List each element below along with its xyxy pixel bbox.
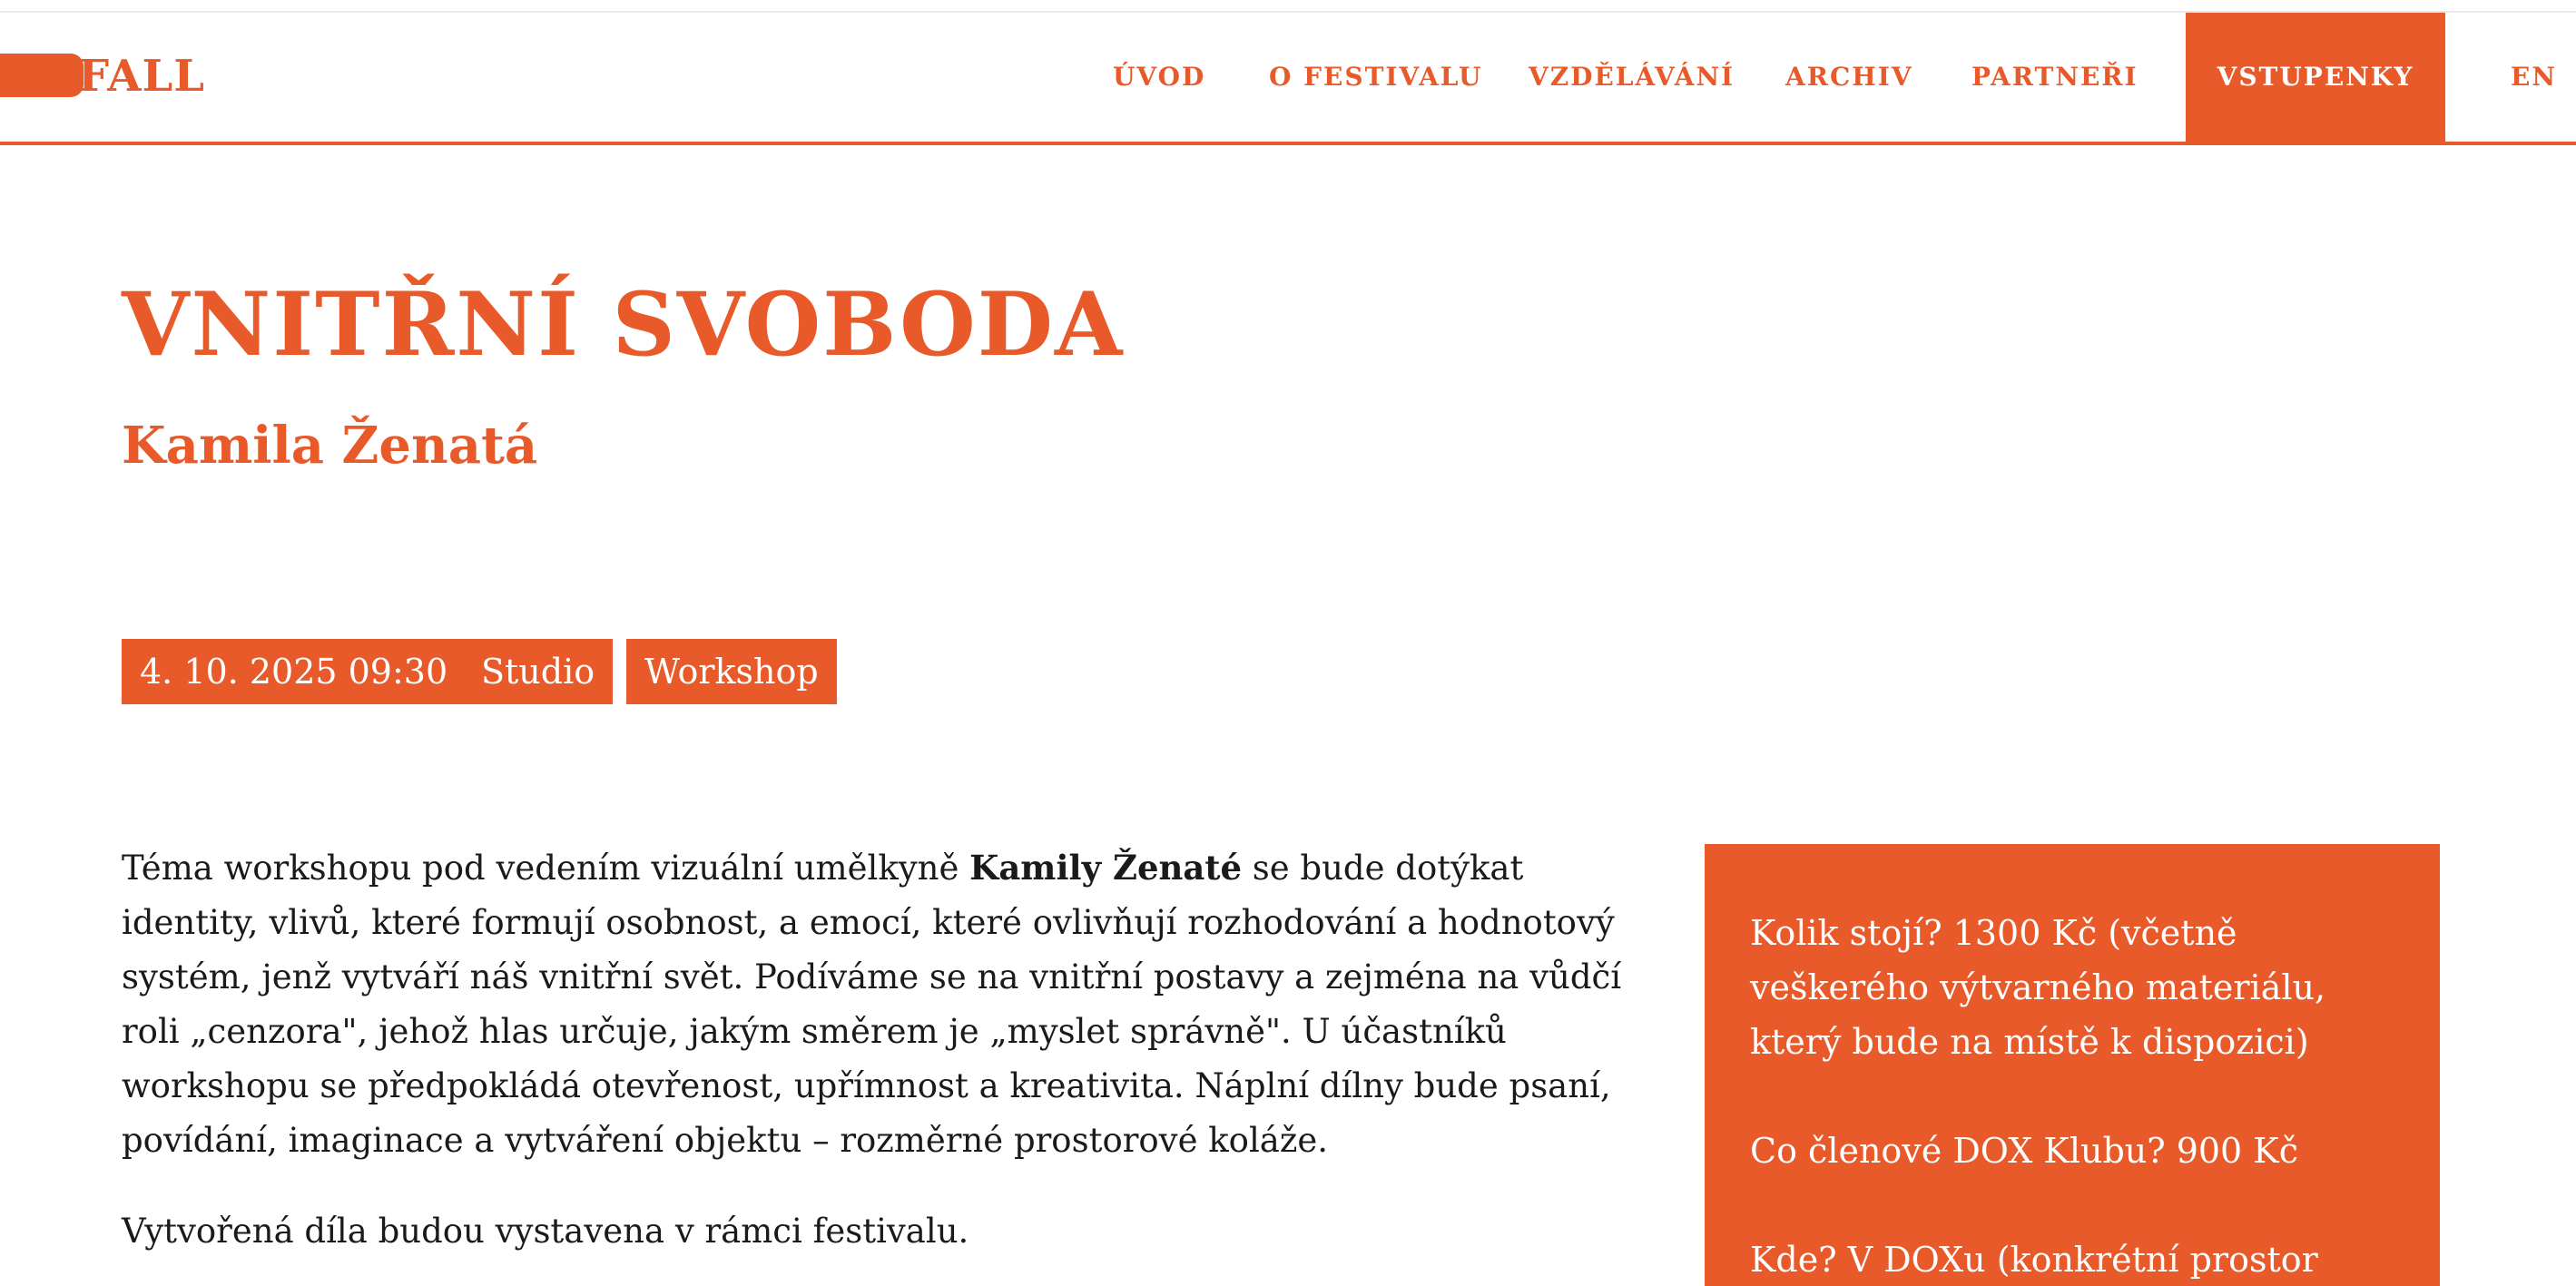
info-members-price: Co členové DOX Klubu? 900 Kč: [1750, 1131, 2298, 1171]
nav-item-archiv[interactable]: ARCHIV: [1785, 62, 1913, 92]
site-header: [0, 13, 2576, 145]
nav-item-o-festivalu[interactable]: O FESTIVALU: [1269, 62, 1483, 92]
logo-text[interactable]: FALL: [78, 51, 206, 102]
page-title: VNITŘNÍ SVOBODA: [122, 273, 1125, 376]
language-switch[interactable]: EN: [2511, 62, 2557, 92]
tag-date: 4. 10. 2025 09:30: [122, 639, 466, 704]
browser-top-edge: [0, 0, 2576, 13]
info-price: Kolik stojí? 1300 Kč (včetně veškerého výtvarného materiálu, který bude na místě k dispozici): [1750, 913, 2326, 1062]
event-author: Kamila Ženatá: [122, 416, 538, 476]
nav-item-partneri[interactable]: PARTNEŘI: [1971, 62, 2138, 92]
tag-type: Workshop: [626, 639, 837, 704]
description-paragraph: Téma workshopu pod vedením vizuální umělkyně Kamily Ženaté se bude dotýkat identity, vlivů, které formují osobnost, a emocí, které ovlivňují rozhodování a hodnotový systém, jenž vytváří náš vnitřní svět. Podíváme se na vnitřní postavy a zejména na vůdčí roli „cenzora", jehož hlas určuje, jakým směrem je „myslet správně". U účastníků workshopu se předpokládá otevřenost, upřímnost a kreativita. Náplní dílny bude psaní, povídání, imaginace a vytváření objektu – rozměrné prostorové koláže.: [122, 848, 1622, 1160]
nav-item-vzdelavani[interactable]: VZDĚLÁVÁNÍ: [1529, 62, 1735, 92]
tag-venue: Studio: [463, 639, 613, 704]
event-description: [122, 840, 1665, 1259]
description-paragraph-exhibition: Vytvořená díla budou vystavena v rámci festivalu.: [122, 1212, 969, 1251]
logo-mark[interactable]: [0, 54, 84, 97]
artist-name: Kamily Ženaté: [969, 848, 1243, 888]
nav-item-uvod[interactable]: ÚVOD: [1113, 62, 1206, 92]
info-box: [1705, 844, 2440, 1286]
info-location: Kde? V DOXu (konkrétní prostor: [1750, 1240, 2318, 1280]
tickets-button[interactable]: VSTUPENKY: [2186, 13, 2445, 142]
